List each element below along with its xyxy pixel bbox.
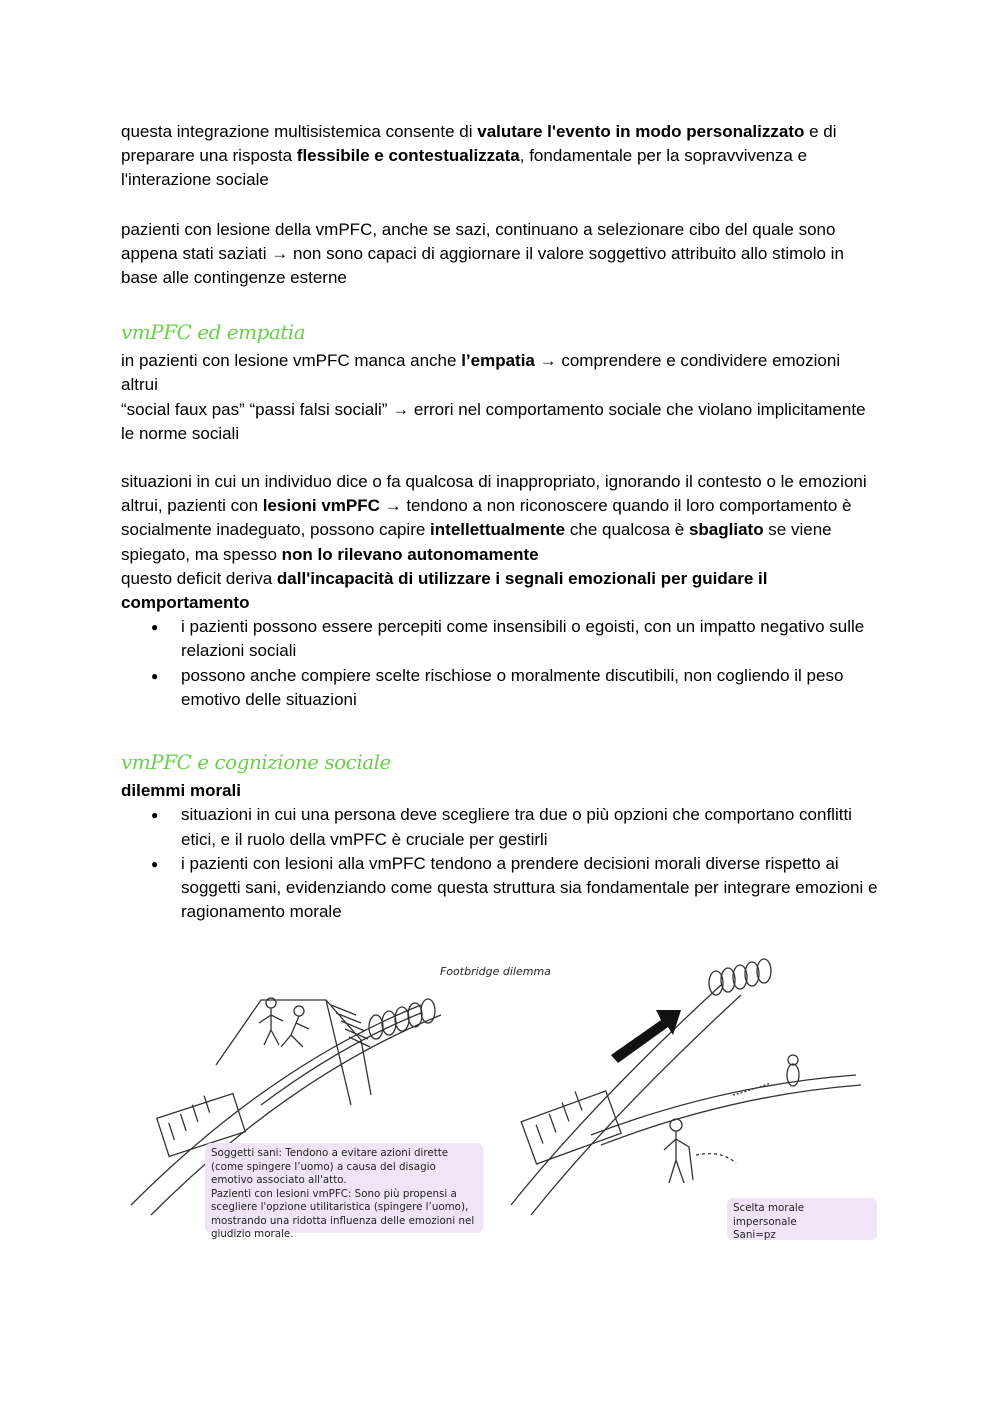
text: , fondamentale per la sopravvivenza e l'interazione sociale <box>121 146 808 190</box>
track-line <box>591 1075 856 1135</box>
bullet-list <box>121 803 881 924</box>
operator-body <box>664 1131 693 1183</box>
text: pazienti con lesione della vmPFC, anche se sazi, continuano a selezionare cibo del quale sono appena stati saziati → non sono capaci di aggiornare il valore soggettivo attribuito allo stimolo in base alle contingenze esterne <box>121 220 844 288</box>
text: che qualcosa è <box>565 520 689 540</box>
section-empathy <box>121 320 881 712</box>
figure-title: Footbridge dilemma <box>440 965 551 978</box>
section-heading: vmPFC e cognizione sociale <box>121 750 391 774</box>
text: “social faux pas” “passi falsi sociali” → errori nel comportamento sociale che violano implicitamente le norme sociali <box>121 399 866 443</box>
direction-arrow <box>611 1010 681 1063</box>
lone-person-body <box>787 1064 799 1086</box>
operator-head <box>670 1119 682 1131</box>
bold-text: valutare l'evento in modo personalizzato <box>477 122 805 141</box>
bold-text: flessibile e contestualizzata <box>296 146 520 166</box>
subheading: dilemmi morali <box>121 781 241 801</box>
bold-text: non lo rilevano autonomamente <box>281 544 539 564</box>
stair-steps <box>331 1005 370 1047</box>
list-item: ● i pazienti possono essere percepiti come insensibili o egoisti, con un impatto negativo sulle relazioni sociali <box>181 615 881 663</box>
bold-text: sbagliato <box>688 520 764 540</box>
text: e di preparare una risposta <box>121 122 837 166</box>
text: questa integrazione multisistemica consente di <box>121 122 478 141</box>
list-item: ● possono anche compiere scelte rischiose o moralmente discutibili, non cogliendo il peso emotivo delle situazioni <box>181 664 881 712</box>
bold-text: intellettualmente <box>430 520 566 540</box>
caption-personal-dilemma <box>205 1143 483 1240</box>
paragraph-integration <box>121 120 881 193</box>
caption-text: Scelta morale impersonale <box>733 1202 805 1228</box>
man-head <box>294 1006 304 1016</box>
dashed-arrow <box>696 1154 736 1163</box>
text: se viene spiegato, ma spesso <box>121 520 832 564</box>
man-body <box>281 1016 309 1047</box>
caption-impersonal-dilemma <box>727 1198 877 1240</box>
tram-windows <box>164 1096 214 1140</box>
text: situazioni in cui un individuo dice o fa qualcosa di inappropriato, ignorando il contesto o le emozioni altrui, pazienti con <box>121 472 867 516</box>
five-people-left <box>369 999 435 1039</box>
caption-text: Soggetti sani: Tendono a evitare azioni dirette (come spingere l’uomo) a causa del disagio emotivo associato all'atto. <box>211 1147 449 1186</box>
text: → tendono a non riconoscere quando il loro comportamento è socialmente inadeguato, possono capire <box>121 496 852 540</box>
caption-text: Pazienti con lesioni vmPFC: Sono più propensi a scegliere l'opzione utilitaristica (spingere l’uomo), mostrando una ridotta influenza delle emozioni nel giudizio morale. <box>211 1187 475 1240</box>
section-social-cognition <box>121 750 881 924</box>
caption-text: Sani=pz <box>733 1229 776 1241</box>
person-body <box>259 1008 283 1045</box>
track-line <box>511 985 721 1205</box>
bold-text: dall'incapacità di utilizzare i segnali emozionali per guidare il comportamento <box>121 568 768 613</box>
list-item: ● situazioni in cui una persona deve scegliere tra due o più opzioni che comportano conflitti etici, e il ruolo della vmPFC è cruciale per gestirli <box>181 803 881 851</box>
bold-text: l’empatia <box>461 351 535 371</box>
section-heading: vmPFC ed empatia <box>121 320 306 344</box>
text: → comprendere e condividere emozioni altrui <box>121 351 841 395</box>
bullet-list <box>121 615 881 712</box>
tram-windows <box>530 1091 588 1143</box>
five-people-right <box>709 959 771 995</box>
footbridge-figure <box>121 955 881 1245</box>
track-line <box>601 1085 861 1145</box>
text: questo deficit deriva <box>121 568 277 588</box>
paragraph-satiety <box>121 218 881 291</box>
text: in pazienti con lesione vmPFC manca anche <box>121 351 462 371</box>
list-item: ● i pazienti con lesioni alla vmPFC tendono a prendere decisioni morali diverse rispetto ai soggetti sani, evidenziando come questa struttura sia fondamentale per integrare emozioni e ragionamento morale <box>181 852 881 925</box>
dashed-arrow <box>733 1083 771 1095</box>
bold-text: lesioni vmPFC <box>262 496 380 516</box>
